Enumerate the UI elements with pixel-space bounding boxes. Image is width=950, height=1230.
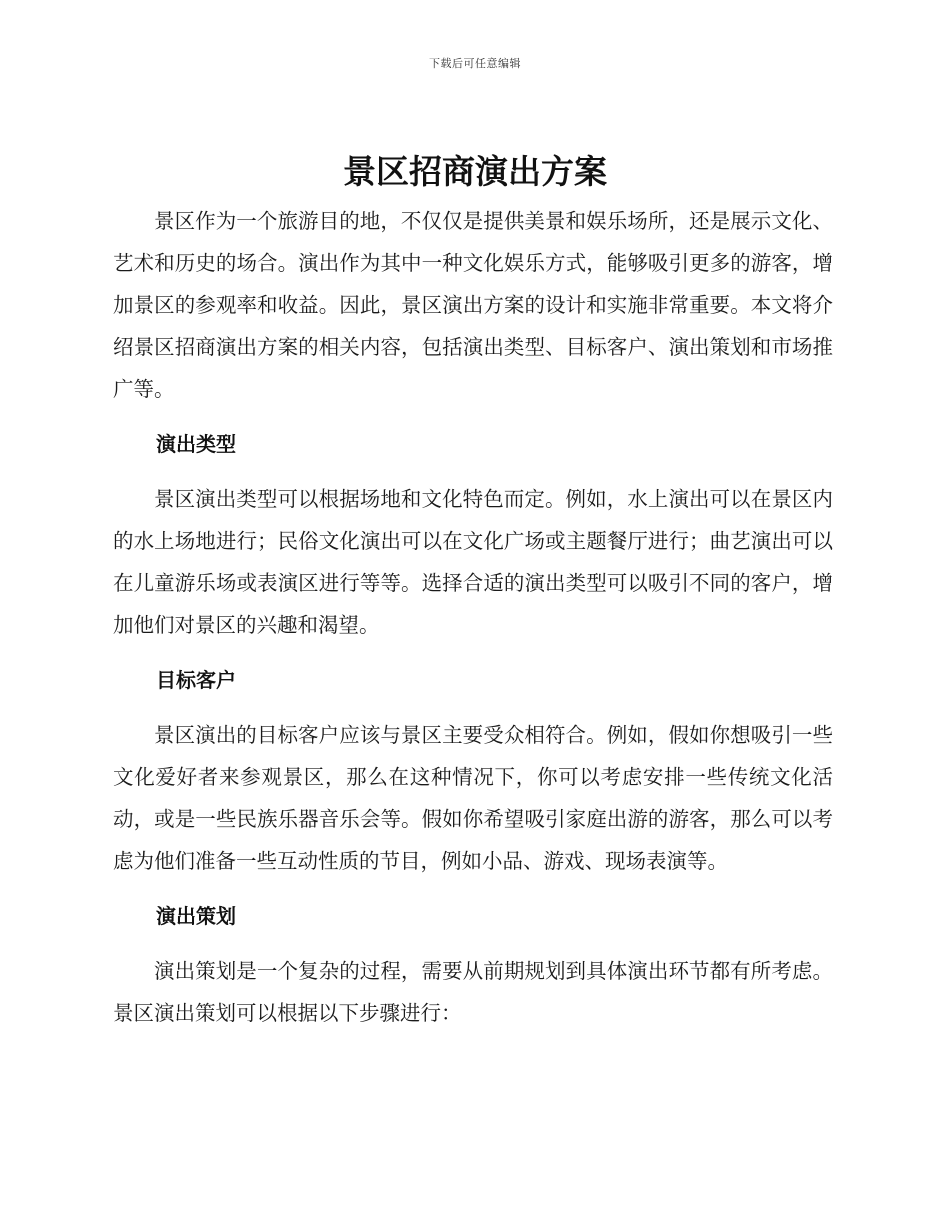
section-body-performance-planning: 演出策划是一个复杂的过程，需要从前期规划到具体演出环节都有所考虑。景区演出策划可以根据以下步骤进行： <box>113 959 833 1025</box>
page-title: 景区招商演出方案 <box>343 152 607 191</box>
section-heading-performance-types: 演出类型 <box>156 432 236 456</box>
intro-paragraph: 景区作为一个旅游目的地，不仅仅是提供美景和娱乐场所，还是展示文化、艺术和历史的场合。演出作为其中一种文化娱乐方式，能够吸引更多的游客，增加景区的参观率和收益。因此，景区演出方案的设计和实施非常重要。本文将介绍景区招商演出方案的相关内容，包括演出类型、目标客户、演出策划和市场推广等。 <box>113 209 833 401</box>
section-heading-performance-planning: 演出策划 <box>156 904 236 928</box>
section-body-performance-types: 景区演出类型可以根据场地和文化特色而定。例如，水上演出可以在景区内的水上场地进行；民俗文化演出可以在文化广场或主题餐厅进行；曲艺演出可以在儿童游乐场或表演区进行等等。选择合适的演出类型可以吸引不同的客户，增加他们对景区的兴趣和渴望。 <box>113 487 833 637</box>
document-body <box>113 200 833 1034</box>
header-note: 下载后可任意编辑 <box>429 57 521 70</box>
section-body-target-customers: 景区演出的目标客户应该与景区主要受众相符合。例如，假如你想吸引一些文化爱好者来参观景区，那么在这种情况下，你可以考虑安排一些传统文化活动，或是一些民族乐器音乐会等。假如你希望吸引家庭出游的游客，那么可以考虑为他们准备一些互动性质的节目，例如小品、游戏、现场表演等。 <box>113 723 833 873</box>
section-heading-target-customers: 目标客户 <box>156 668 236 692</box>
